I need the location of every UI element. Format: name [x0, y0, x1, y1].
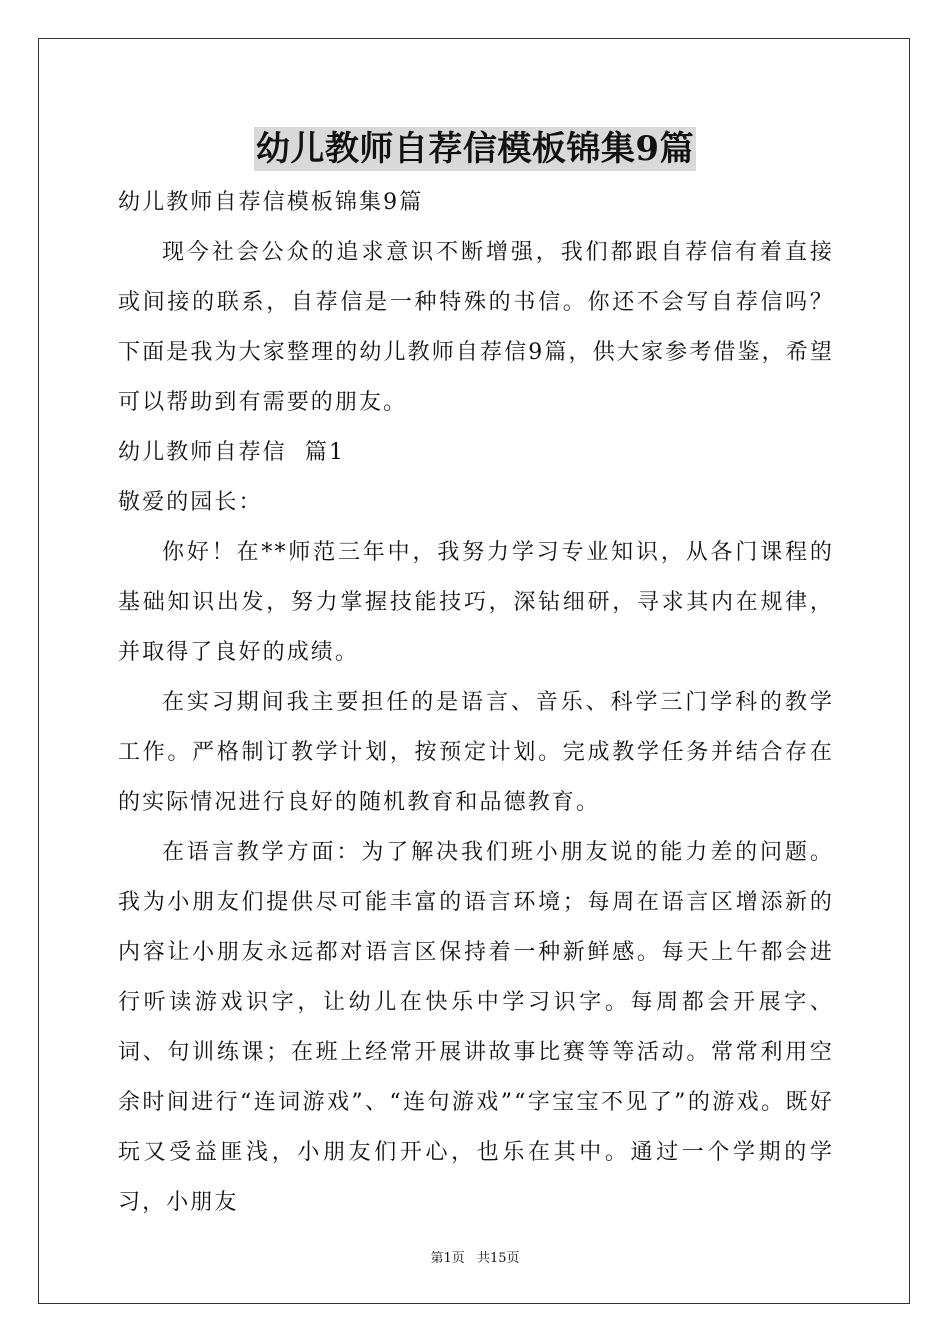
- body-paragraph: 在语言教学方面：为了解决我们班小朋友说的能力差的问题。我为小朋友们提供尽可能丰富的语言环境；每周在语言区增添新的内容让小朋友永远都对语言区保持着一种新鲜感。每天上午都会进行听读游戏识字，让幼儿在快乐中学习识字。每周都会开展字、词、句训练课；在班上经常开展讲故事比赛等等活动。常常利用空余时间进行“连词游戏”、“连句游戏”“字宝宝不见了”的游戏。既好玩又受益匪浅，小朋友们开心，也乐在其中。通过一个学期的学习，小朋友: [118, 840, 834, 1215]
- section-heading: 幼儿教师自荐信 篇1: [118, 440, 346, 465]
- document-body: [118, 178, 834, 1228]
- document-title: 幼儿教师自荐信模板锦集9篇: [255, 129, 695, 169]
- page-number: 第1页: [430, 1251, 465, 1266]
- body-paragraph: 你好！在**师范三年中，我努力学习专业知识，从各门课程的基础知识出发，努力掌握技能技巧，深钻细研，寻求其内在规律，并取得了良好的成绩。: [118, 540, 834, 665]
- salutation: 敬爱的园长：: [118, 490, 263, 515]
- title-container: [0, 127, 950, 171]
- page-total: 共15页: [476, 1251, 520, 1266]
- body-paragraph: 在实习期间我主要担任的是语言、音乐、科学三门学科的教学工作。严格制订教学计划，按预定计划。完成教学任务并结合存在的实际情况进行良好的随机教育和品德教育。: [118, 690, 834, 815]
- document-subtitle: 幼儿教师自荐信模板锦集9篇: [118, 190, 424, 215]
- page-footer: [0, 1247, 950, 1266]
- intro-paragraph: 现今社会公众的追求意识不断增强，我们都跟自荐信有着直接或间接的联系，自荐信是一种特殊的书信。你还不会写自荐信吗？下面是我为大家整理的幼儿教师自荐信9篇，供大家参考借鉴，希望可以帮助到有需要的朋友。: [118, 240, 834, 415]
